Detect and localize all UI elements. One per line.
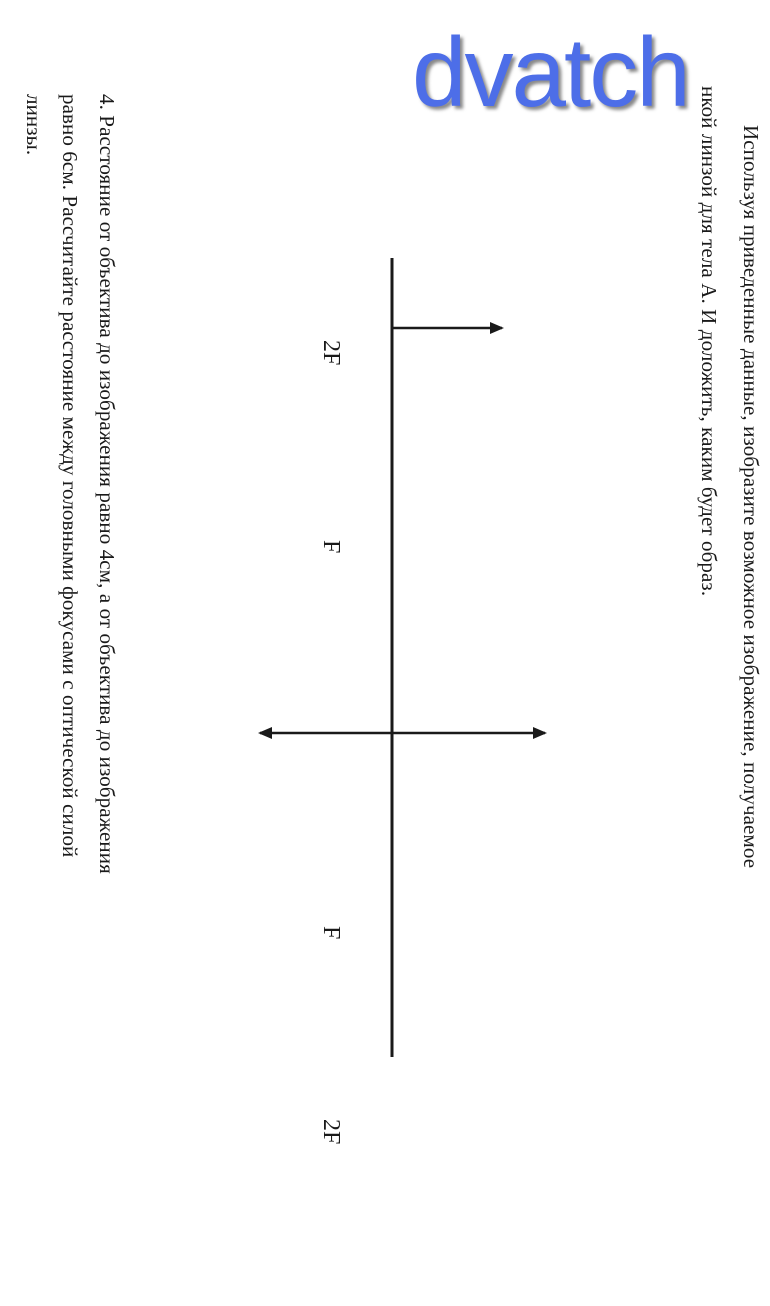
label-left-2f: 2F xyxy=(318,340,344,366)
label-left-f: F xyxy=(318,540,344,554)
task4-line1: 4. Расстояние от объектива до изображения равно 4см, а от объектива до изображения xyxy=(95,94,119,874)
label-right-2f: 2F xyxy=(318,1119,344,1145)
task4-line3: линзы. xyxy=(22,94,46,156)
task3-line2: нкой линзой для тела А. И доложить, каким будет образ. xyxy=(697,86,721,597)
watermark-logo: dvatch xyxy=(412,17,689,127)
task3-line1: Используя приведенные данные, изобразите возможное изображение, получаемое xyxy=(739,125,763,869)
label-right-f: F xyxy=(318,926,344,940)
task4-line2: равно 6см. Рассчитайте расстояние между головными фокусами с оптической силой xyxy=(58,94,82,858)
